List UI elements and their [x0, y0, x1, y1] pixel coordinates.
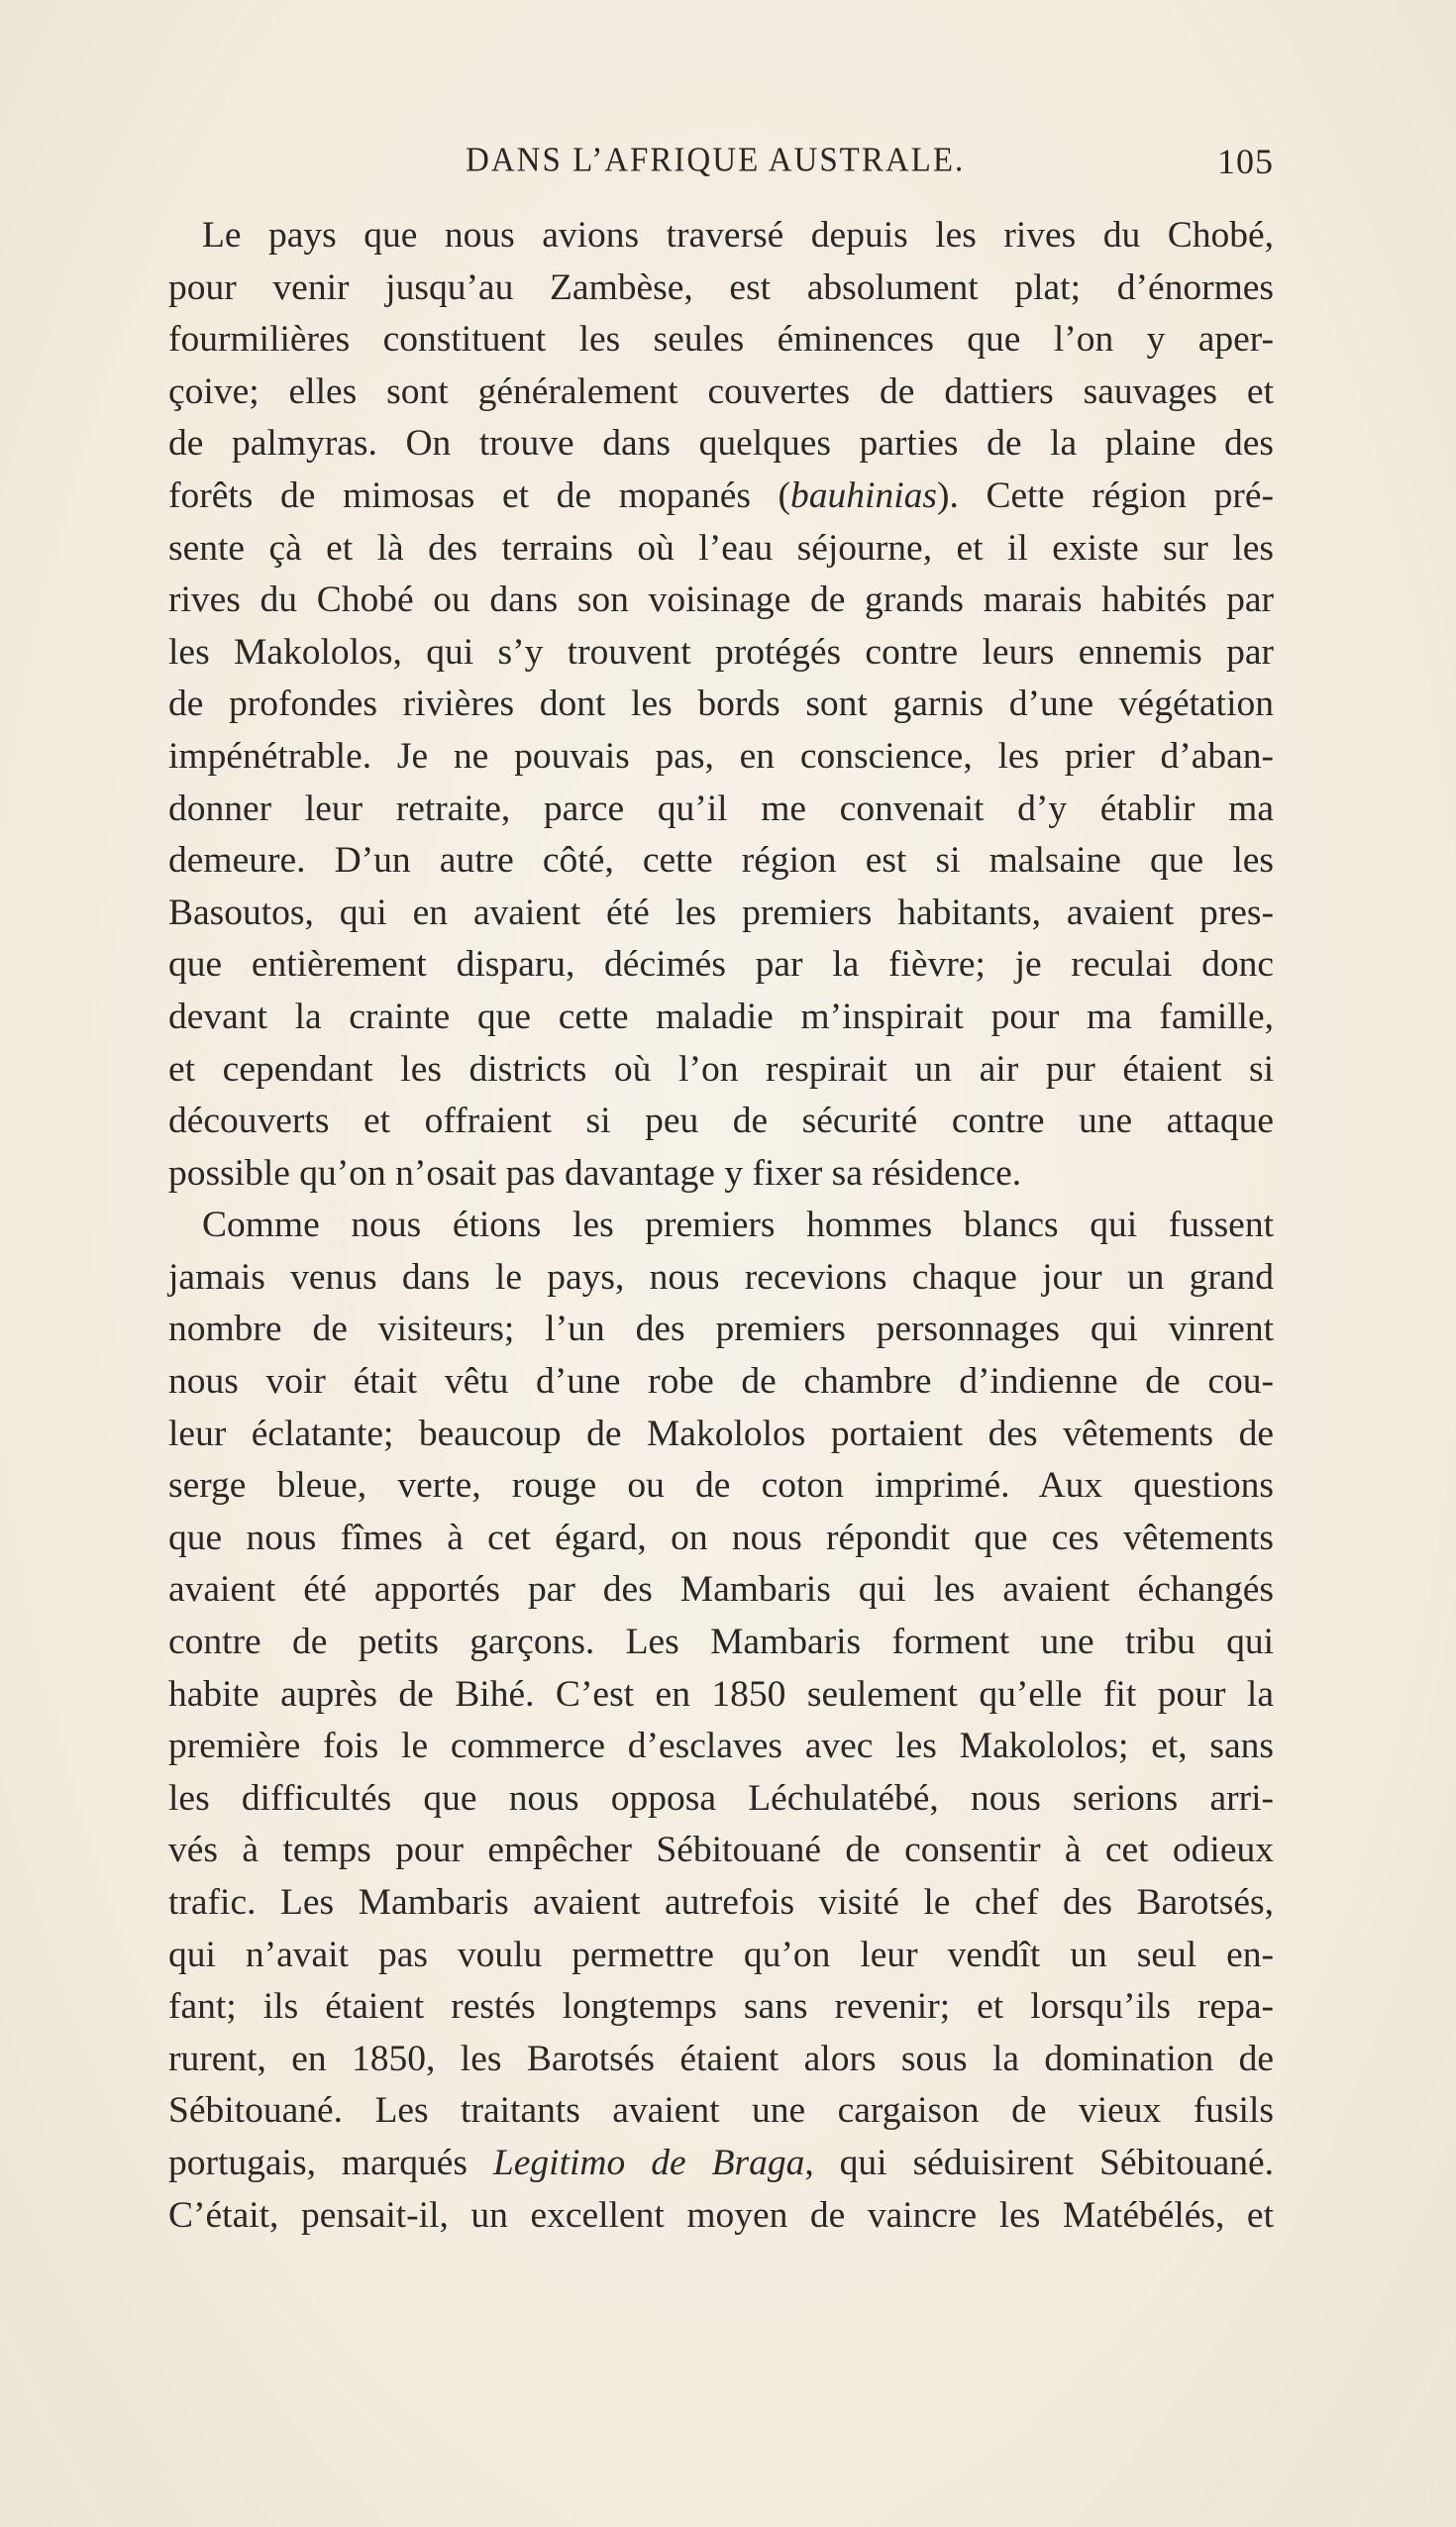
text-line: donner leur retraite, parce qu’il me convenait d’y établir ma	[168, 788, 1274, 829]
italic-term: Legitimo de Braga	[492, 2142, 805, 2183]
text-segment: ). Cette région pré-	[936, 474, 1274, 516]
page-number: 105	[1217, 142, 1274, 181]
text-segment: , qui séduisirent Sébitouané.	[804, 2142, 1275, 2183]
text-line: de profondes rivières dont les bords sont garnis d’une végétation	[168, 684, 1274, 725]
text-line: Le pays que nous avions traversé depuis les rives du Chobé,	[202, 215, 1274, 256]
text-segment: portugais, marqués	[168, 2142, 493, 2183]
text-line: qui n’avait pas voulu permettre qu’on leur vendît un seul en-	[168, 1934, 1274, 1975]
text-line: contre de petits garçons. Les Mambaris forment une tribu qui	[168, 1622, 1274, 1663]
text-line: que nous fîmes à cet égard, on nous répondit que ces vêtements	[168, 1517, 1274, 1558]
text-line: Basoutos, qui en avaient été les premiers habitants, avaient pres-	[168, 892, 1274, 933]
running-head: DANS L’AFRIQUE AUSTRALE.	[466, 142, 966, 179]
text-line: possible qu’on n’osait pas davantage y fixer sa résidence.	[168, 1152, 1022, 1194]
text-line: Comme nous étions les premiers hommes blancs qui fussent	[202, 1205, 1274, 1246]
text-line: C’était, pensait-il, un excellent moyen de vaincre les Matébélés, et	[168, 2194, 1274, 2236]
text-line: nous voir était vêtu d’une robe de chambre d’indienne de cou-	[168, 1361, 1274, 1403]
text-line: rurent, en 1850, les Barotsés étaient alors sous la domination de	[168, 2038, 1274, 2079]
text-line: trafic. Les Mambaris avaient autrefois visité le chef des Barotsés,	[168, 1882, 1274, 1923]
text-line: avaient été apportés par des Mambaris qui les avaient échangés	[168, 1569, 1274, 1611]
text-line: devant la crainte que cette maladie m’inspirait pour ma famille,	[168, 996, 1274, 1037]
text-line: jamais venus dans le pays, nous recevions chaque jour un grand	[168, 1256, 1274, 1298]
text-line: demeure. D’un autre côté, cette région est si malsaine que les	[168, 840, 1274, 882]
text-line: nombre de visiteurs; l’un des premiers personnages qui vinrent	[168, 1309, 1274, 1350]
text-line: première fois le commerce d’esclaves avec les Makololos; et, sans	[168, 1726, 1274, 1767]
text-line: découverts et offraient si peu de sécurité contre une attaque	[168, 1101, 1274, 1142]
text-line: fant; ils étaient restés longtemps sans revenir; et lorsqu’ils repa-	[168, 1986, 1274, 2028]
text-line: fourmilières constituent les seules éminences que l’on y aper-	[168, 319, 1274, 361]
text-line: et cependant les districts où l’on respirait un air pur étaient si	[168, 1048, 1274, 1090]
text-line	[168, 2138, 1274, 2190]
text-line: rives du Chobé ou dans son voisinage de grands marais habités par	[168, 579, 1274, 621]
page-header	[168, 137, 1274, 186]
text-segment: forêts de mimosas et de mopanés (	[168, 474, 791, 516]
text-line: habite auprès de Bihé. C’est en 1850 seulement qu’elle fit pour la	[168, 1673, 1274, 1715]
body-text	[168, 210, 1274, 2242]
text-line: de palmyras. On trouve dans quelques parties de la plaine des	[168, 423, 1274, 465]
text-line: Sébitouané. Les traitants avaient une cargaison de vieux fusils	[168, 2090, 1274, 2132]
text-line: pour venir jusqu’au Zambèse, est absolument plat; d’énormes	[168, 266, 1274, 308]
text-line: serge bleue, verte, rouge ou de coton imprimé. Aux questions	[168, 1465, 1274, 1507]
text-line	[168, 471, 1274, 523]
text-line: çoive; elles sont généralement couvertes de dattiers sauvages et	[168, 370, 1274, 412]
text-line: sente çà et là des terrains où l’eau séjourne, et il existe sur les	[168, 527, 1274, 569]
italic-term: bauhinias	[790, 474, 937, 516]
text-line: les Makololos, qui s’y trouvent protégés contre leurs ennemis par	[168, 631, 1274, 673]
text-line: vés à temps pour empêcher Sébitouané de consentir à cet odieux	[168, 1830, 1274, 1871]
text-line: que entièrement disparu, décimés par la fièvre; je reculai donc	[168, 944, 1274, 986]
text-line: leur éclatante; beaucoup de Makololos portaient des vêtements de	[168, 1413, 1274, 1454]
text-line: les difficultés que nous opposa Léchulatébé, nous serions arri-	[168, 1777, 1274, 1819]
text-line: impénétrable. Je ne pouvais pas, en conscience, les prier d’aban-	[168, 735, 1274, 777]
